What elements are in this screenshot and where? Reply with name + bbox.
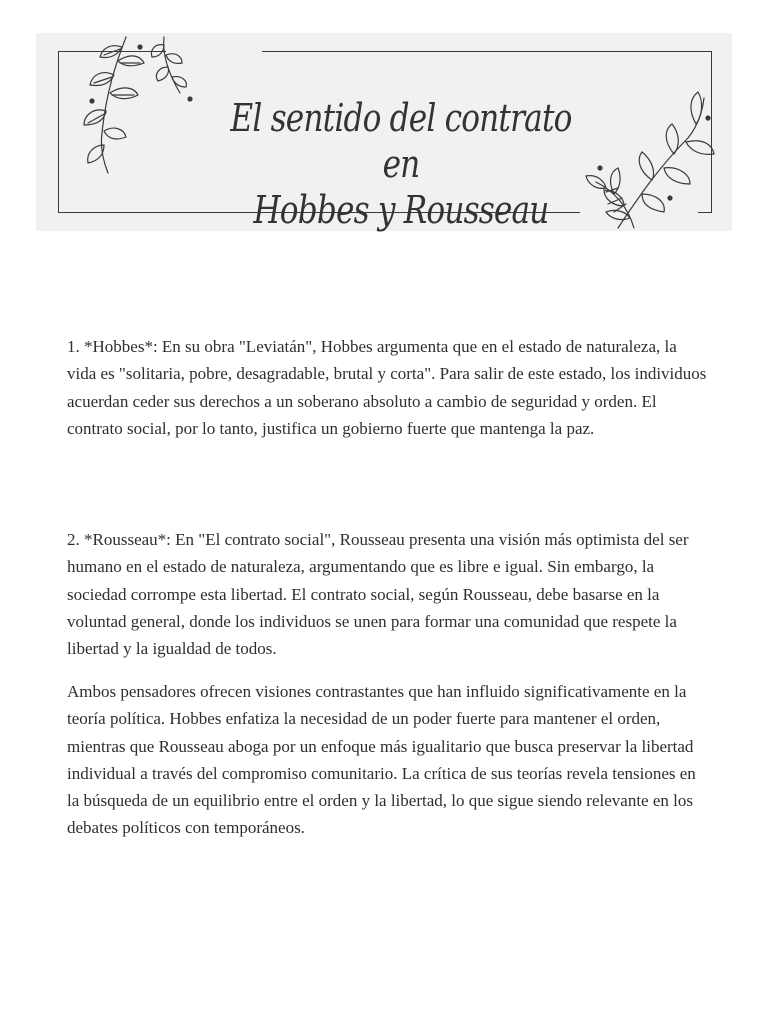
paragraph-conclusion: Ambos pensadores ofrecen visiones contrastantes que han influido significativamente en la teoría política. Hobbes enfatiza la necesidad de un poder fuerte para mantener el orden, mientras que Rousseau aboga por un enfoque más igualitario que busca preservar la libertad individual a través del compromiso comunitario. La crítica de sus teorías revela tensiones en la búsqueda de un equilibrio entre el orden y la libertad, lo que sigue siendo relevante en los debates políticos con temporáneos. (67, 682, 696, 838)
paragraph-rousseau: 2. *Rousseau*: En "El contrato social", Rousseau presenta una visión más optimista del ser humano en el estado de naturaleza, argumentando que es libre e igual. Sin embargo, la sociedad corrompe esta libertad. El contrato social, según Rousseau, debe basarse en la voluntad general, donde los individuos se unen para formar una comunidad que respete la libertad y la igualdad de todos. (67, 530, 689, 659)
title-line-1: El sentido del contrato en (230, 96, 572, 186)
botanical-leaves-icon (64, 33, 214, 183)
title-banner (36, 33, 732, 231)
page-title (225, 95, 578, 233)
paragraph-hobbes: 1. *Hobbes*: En su obra "Leviatán", Hobbes argumenta que en el estado de naturaleza, la vida es "solitaria, pobre, desagradable, brutal y corta". Para salir de este estado, los individuos acuerdan ceder sus derechos a un soberano absoluto a cambio de seguridad y orden. El contrato social, por lo tanto, justifica un gobierno fuerte que mantenga la paz. (67, 337, 707, 438)
title-line-2: Hobbes y Rousseau (253, 188, 549, 232)
botanical-leaves-icon (578, 88, 718, 231)
